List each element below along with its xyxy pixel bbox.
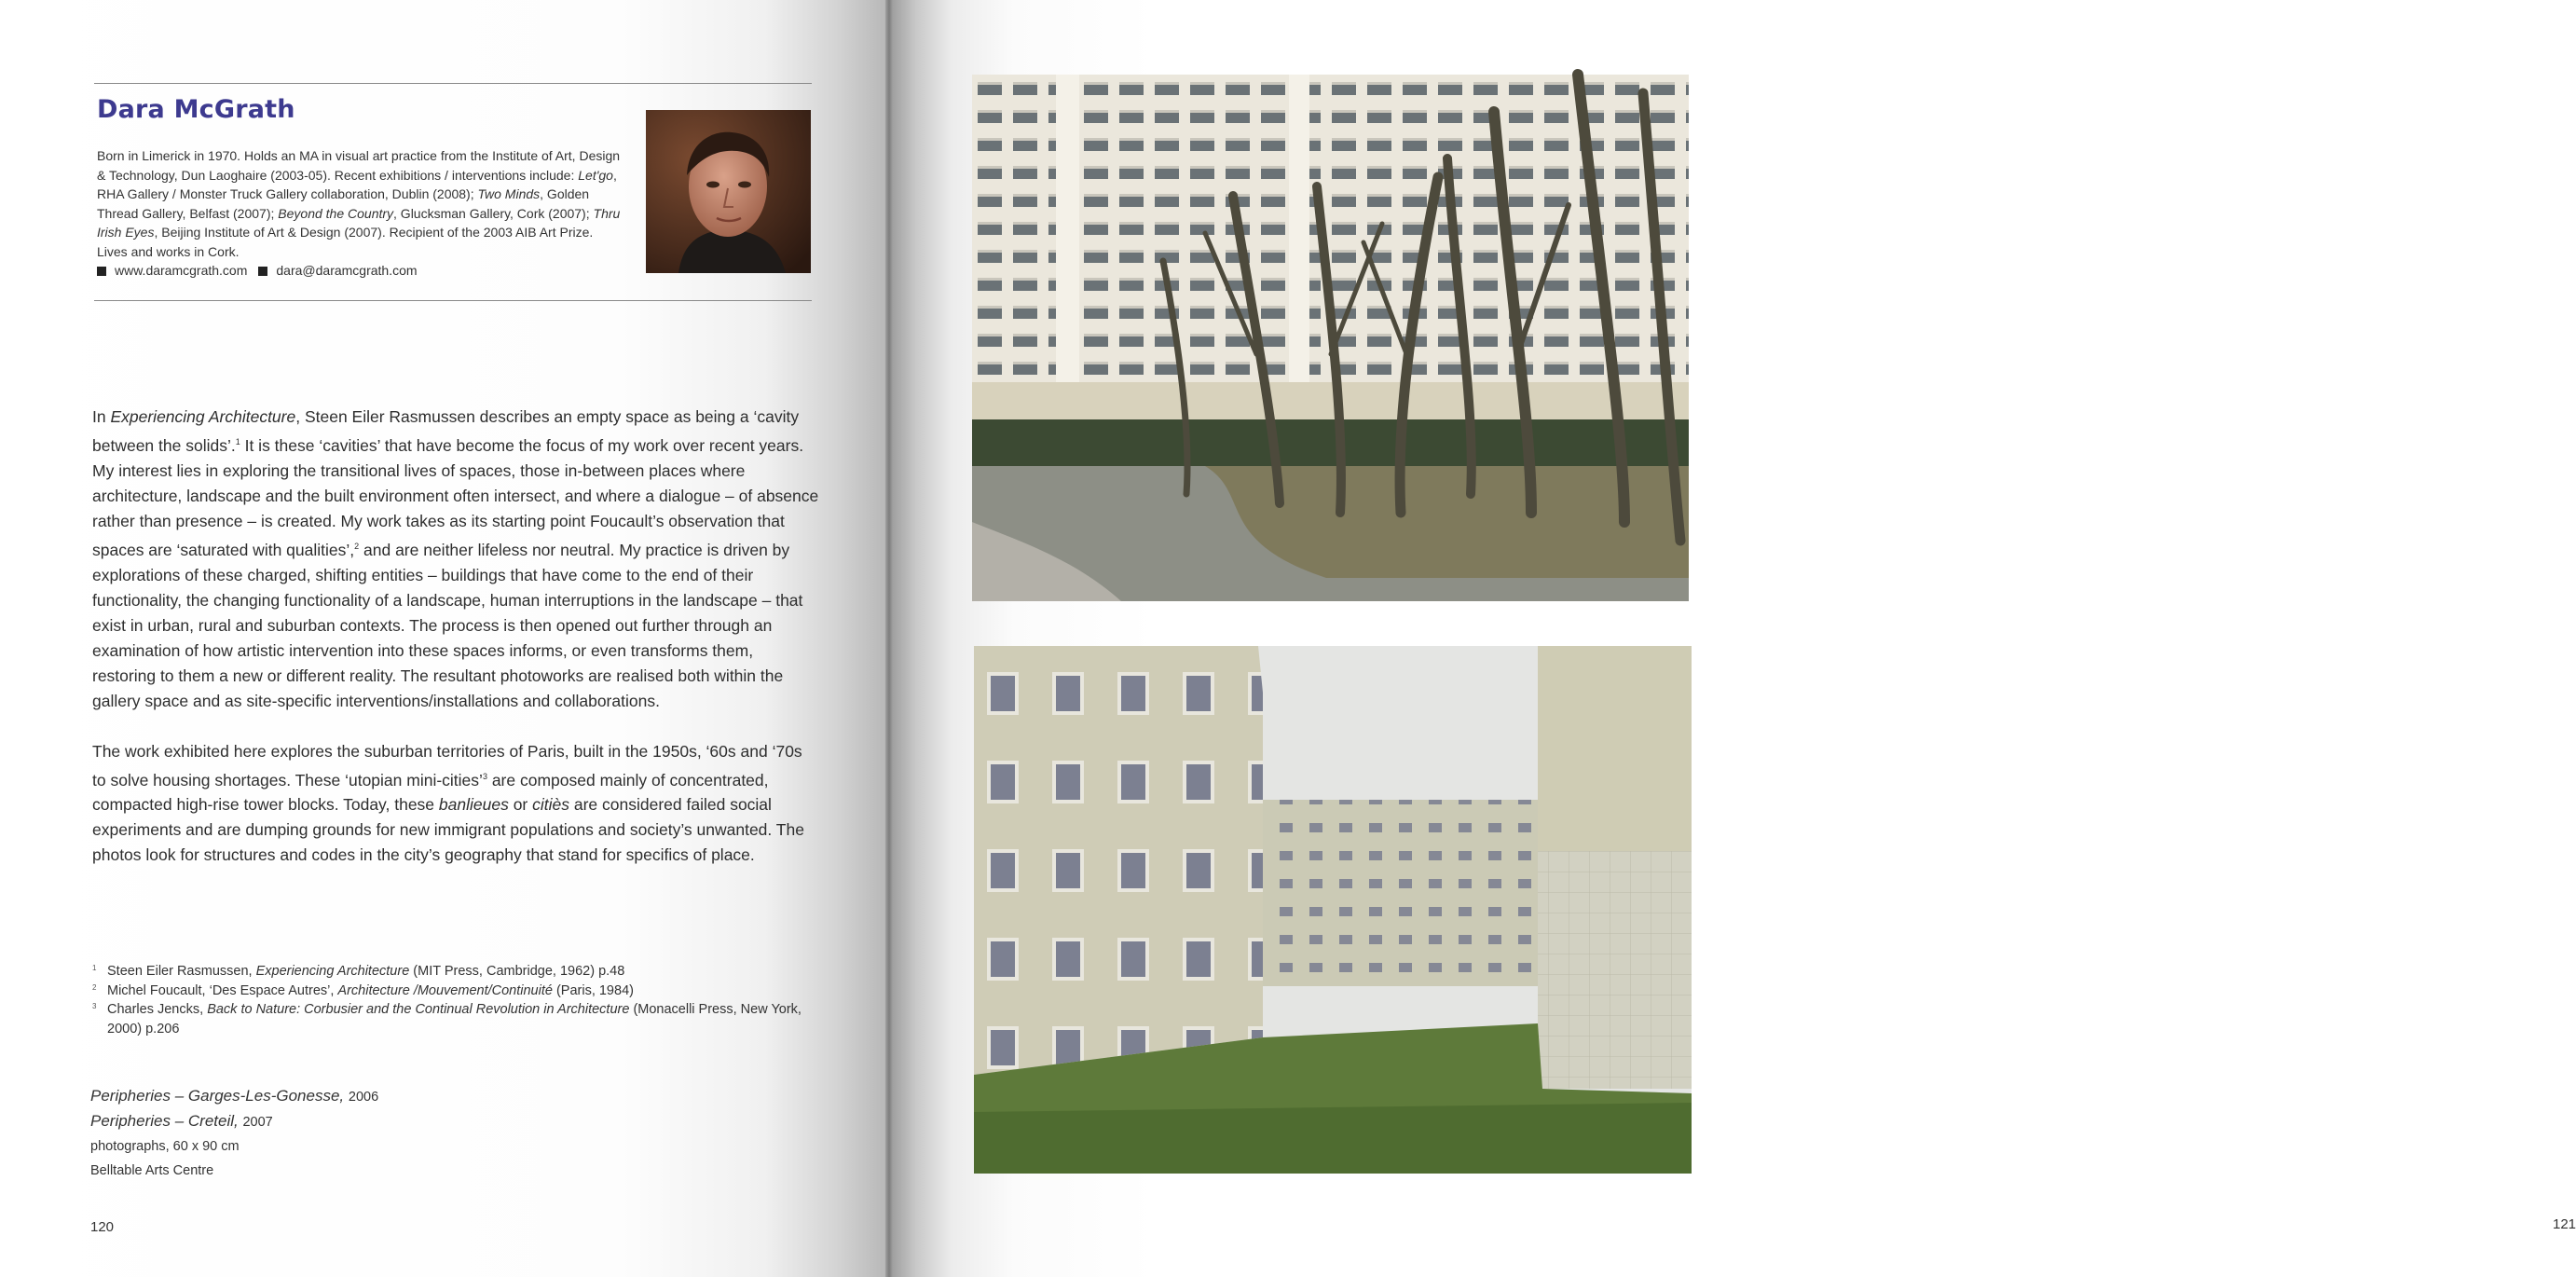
footnote-ref: 3	[482, 771, 487, 781]
text-run: and are neither lifeless nor neutral. My practice is driven by explorations of these charged, shifting entities – buildings that have come to the end of their functionality, the changing functionality of a landscape, human interruptions in the landscape – that exist in urban, rural and suburban contexts. The process is then opened out further through an examination of how artistic intervention into these spaces informs, or even transforms them, restoring to them a new or different reality. The resultant photoworks are realised both within the gallery space and as site-specific interventions/installations and collaborations.	[92, 540, 803, 710]
text-run: It is these ‘cavities’ that have become the focus of my work over recent years. My interest lies in exploring the transitional lives of spaces, those in-between places where architecture, landscape and the built environment often intersect, and where a dialogue – of absence rather than presence – is created. My work takes as its starting point Foucault’s observation that spaces are ‘saturated with qualities’,	[92, 435, 819, 559]
text-run: , Golden Thread Gallery, Belfast (2007);	[97, 186, 590, 221]
work-caption-2	[90, 1109, 650, 1134]
text-run: (Monacelli Press, New York, 2000) p.206	[107, 1002, 802, 1037]
footnote	[92, 982, 819, 1001]
text-run: , Beijing Institute of Art & Design (2007). Recipient of the 2003 AIB Art Prize. Lives and works in Cork.	[97, 225, 594, 259]
artist-portrait	[646, 110, 811, 273]
footnote-text	[107, 962, 819, 982]
work-year: 2006	[348, 1090, 379, 1105]
footnotes	[92, 962, 819, 1038]
footnote-number: 2	[92, 982, 97, 992]
text-run: or	[508, 795, 533, 815]
footnote-text	[107, 1000, 819, 1038]
footnote-number: 3	[92, 1002, 97, 1010]
italic-text: Experiencing Architecture	[255, 964, 410, 979]
footnote-text	[107, 982, 819, 1001]
italic-text: Two Minds	[477, 186, 541, 201]
text-run: In	[92, 407, 111, 426]
work-caption-1	[90, 1084, 650, 1109]
text-run: , RHA Gallery / Monster Truck Gallery collaboration, Dublin (2008);	[97, 167, 617, 201]
photo-tower-block-with-trees	[972, 75, 1689, 601]
italic-text: Beyond the Country	[278, 205, 394, 221]
italic-text: Let'go	[578, 167, 613, 183]
footnote-ref: 2	[354, 541, 360, 551]
italic-text: Back to Nature: Corbusier and the Continual Revolution in Architecture	[207, 1002, 630, 1017]
footnote-number: 1	[92, 964, 97, 972]
artist-name: Dara McGrath	[97, 95, 295, 124]
footnote	[92, 1000, 819, 1038]
text-run: (MIT Press, Cambridge, 1962) p.48	[409, 964, 625, 979]
essay-paragraph-2	[92, 739, 819, 869]
italic-text: Thru Irish Eyes	[97, 205, 621, 240]
bio-paragraph	[97, 146, 624, 261]
text-run: , Glucksman Gallery, Cork (2007);	[393, 205, 594, 221]
work-title: Peripheries – Creteil,	[90, 1112, 239, 1130]
work-title: Peripheries – Garges-Les-Gonesse,	[90, 1087, 345, 1105]
work-medium: photographs, 60 x 90 cm	[90, 1139, 240, 1154]
work-year: 2007	[242, 1115, 273, 1130]
book-gutter	[885, 0, 893, 1277]
text-run: The work exhibited here explores the suburban territories of Paris, built in the 1950s, ‘60s and ‘70s to solve housing shortages. These ‘utopian mini-cities’	[92, 741, 802, 790]
text-run: are composed mainly of concentrated, compacted high-rise tower blocks. Today, these	[92, 770, 769, 815]
bio-contacts	[97, 261, 624, 281]
work-captions	[90, 1084, 650, 1183]
footnote-ref: 1	[235, 437, 240, 446]
bullet-square-icon	[97, 267, 106, 276]
italic-text: Experiencing Architecture	[110, 407, 296, 426]
photo-housing-blocks-lawn	[974, 646, 1692, 1174]
essay-text	[92, 405, 819, 868]
work-venue: Belltable Arts Centre	[90, 1163, 214, 1178]
artist-bio	[97, 146, 624, 281]
text-run: Michel Foucault, ‘Des Espace Autres’,	[107, 982, 338, 998]
text-run: (Paris, 1984)	[552, 982, 634, 998]
italic-text: banlieues	[438, 795, 509, 815]
page-number-right: 121	[2553, 1216, 2576, 1232]
italic-text: Architecture /Mouvement/Continuité	[337, 982, 553, 998]
text-run: Steen Eiler Rasmussen,	[107, 964, 256, 979]
italic-text: citiès	[532, 795, 569, 815]
text-run: Charles Jencks,	[107, 1002, 208, 1017]
essay-paragraph-1	[92, 405, 819, 714]
text-run: are considered failed social experiments and are dumping grounds for new immigrant populations and society’s unwanted. The photos look for structures and codes in the city’s geography that stand for specifics of place.	[92, 795, 804, 865]
text-run: Born in Limerick in 1970. Holds an MA in visual art practice from the Institute of Art, Design & Technology, Dun Laoghaire (2003-05). Recent exhibitions / interventions include:	[97, 148, 621, 183]
website-link[interactable]: www.daramcgrath.com	[115, 263, 248, 278]
bio-bottom-rule	[94, 300, 812, 301]
bullet-square-icon	[258, 267, 267, 276]
footnote	[92, 962, 819, 982]
left-page	[0, 0, 889, 1277]
bio-top-rule	[94, 83, 812, 84]
text-run: , Steen Eiler Rasmussen describes an empty space as being a ‘cavity between the solids’.	[92, 407, 800, 455]
page-number-left: 120	[90, 1219, 115, 1235]
email-link[interactable]: dara@daramcgrath.com	[276, 263, 418, 278]
